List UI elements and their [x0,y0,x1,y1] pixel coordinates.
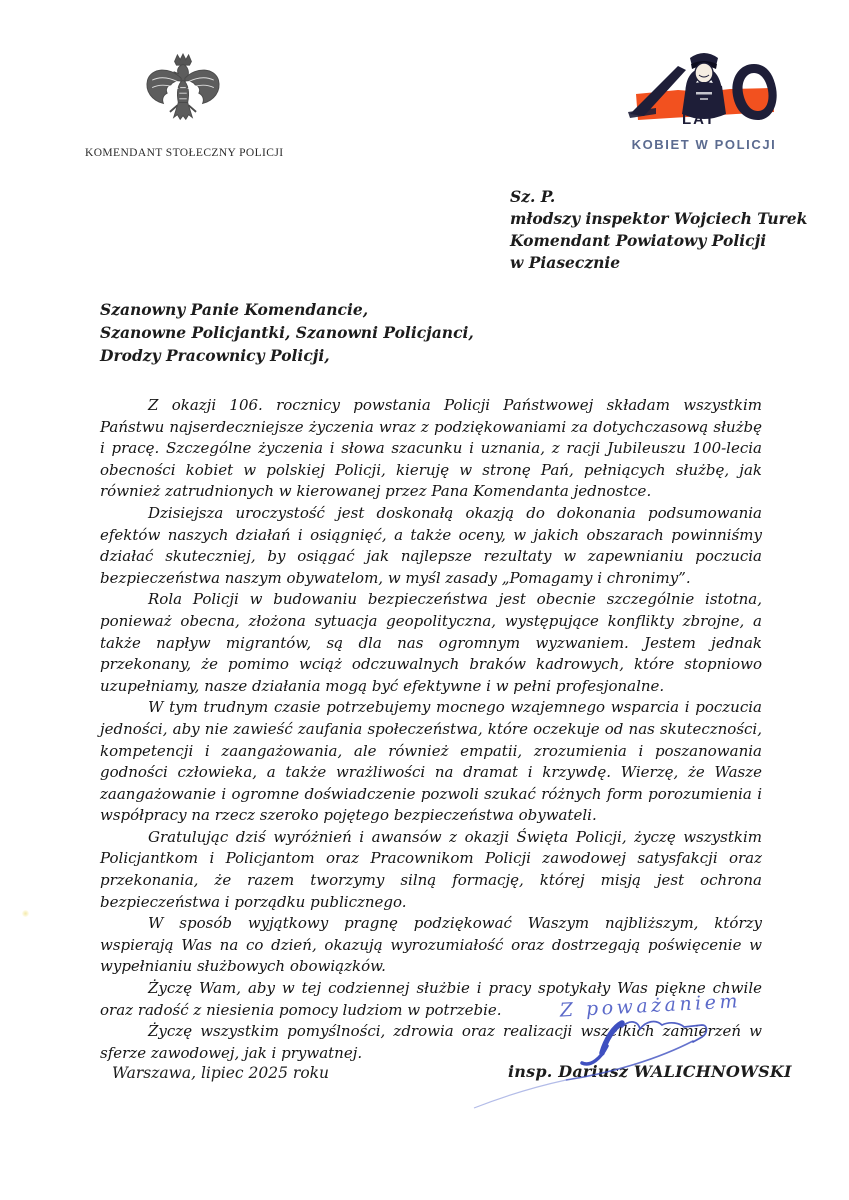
greeting-line: Szanowne Policjantki, Szanowni Policjanci, [100,323,474,342]
letter-body [100,395,762,1064]
body-paragraph: Z okazji 106. rocznicy powstania Policji Państwowej składam wszystkim Państwu najserdeczniejsze życzenia wraz z podziękowaniami za dotychczasową służbę i pracę. Szczególne życzenia i słowa szacunku i uznania, z racji Jubileuszu 100-lecia obecności kobiet w polskiej Policji, kieruję w stronę Pań, pełniących służbę, jak również zatrudnionych w kierowanej przez Pana Komendanta jednostce. [100,396,762,501]
anniversary-logo [626,48,782,152]
scan-speck [22,910,29,917]
signature-faint-tail [474,1080,566,1108]
body-paragraph: Życzę Wam, aby w tej codziennej służbie i pracy spotykały Was piękne chwile oraz radość z niesienia pomocy ludziom w potrzebie. [100,979,762,1019]
greeting-line: Szanowny Panie Komendancie, [100,300,369,319]
body-paragraph: W sposób wyjątkowy pragnę podziękować Waszym najbliższym, którzy wspierają Was na co dzień, okazują wyrozumiałość oraz dostrzegają poświęcenie w wypełnianiu służbowych obowiązków. [100,914,762,976]
logo-lat-label: LAT [682,111,717,128]
handwritten-z-powazaniem: Z poważaniem [559,990,742,1022]
letterhead-left [85,52,284,159]
100-lat-kobiet-logo-icon [626,111,782,136]
recipient-title: Komendant Powiatowy Policji [510,231,767,250]
signature-scribble-icon [566,1022,707,1080]
sender-title: KOMENDANT STOŁECZNY POLICJI [85,147,284,159]
body-paragraph: Dzisiejsza uroczystość jest doskonałą okazją do dokonania podsumowania efektów naszych działań i osiągnięć, a także oceny, w jakich obszarach powinniśmy działać skuteczniej, by osiągać jak najlepsze rezultaty w zapewnianiu poczucia bezpieczeństwa naszym obywatelom, w myśl zasady „Pomagamy i chronimy”. [100,503,762,587]
body-paragraph: Rola Policji w budowaniu bezpieczeństwa jest obecnie szczególnie istotna, ponieważ obecna, złożona sytuacja geopolityczna, występujące konflikty zbrojne, a także napływ migrantów, są dla nas ogromnym wyzwaniem. Jestem jednak przekonany, że pomimo wciąż odczuwalnych braków kadrowych, które stopniowo uzupełniamy, nasze działania mogą być efektywne i w pełni profesjonalne. [100,590,762,695]
body-paragraph: Gratulując dziś wyróżnień i awansów z okazji Święta Policji, życzę wszystkim Policjantkom i Policjantom oraz Pracownikom Policji zawodowej satysfakcji oraz przekonania, że razem tworzymy silną formację, której misją jest ochrona bezpieczeństwa i porządku publicznego. [100,827,762,911]
place-date: Warszawa, lipiec 2025 roku [112,1064,330,1082]
signer-name: insp. Dariusz WALICHNOWSKI [508,1062,792,1081]
handwritten-signoff [430,983,770,1122]
recipient-name: młodszy inspektor Wojciech Turek [510,209,808,228]
greeting-line: Drodzy Pracownicy Policji, [100,346,330,365]
body-paragraph: W tym trudnym czasie potrzebujemy mocnego wzajemnego wsparcia i poczucia jedności, aby nie zawieść zaufania społeczeństwa, które oczekuje od nas skuteczności, kompetencji i zaangażowania, ale również empatii, zrozumienia i poszanowania godności człowieka, a także wrażliwości na dramat i krzywdę. Wierzę, że Wasze zaangażowanie i ogromne doświadczenie pozwoli szukać różnych form porozumienia i współpracy na rzecz szeroko pojętego bezpieczeństwa obywateli. [100,698,762,825]
logo-caption: KOBIET W POLICJI [631,137,777,152]
polish-eagle-icon [85,52,281,140]
policewoman-figure [682,53,726,119]
recipient-honorific: Sz. P. [510,187,556,206]
body-paragraph: Życzę wszystkim pomyślności, zdrowia oraz realizacji wszelkich zamierzeń w sferze zawodowej, jak i prywatnej. [100,1022,762,1062]
recipient-location: w Piasecznie [510,253,621,272]
recipient-block [510,186,807,274]
greeting-block [100,298,474,367]
